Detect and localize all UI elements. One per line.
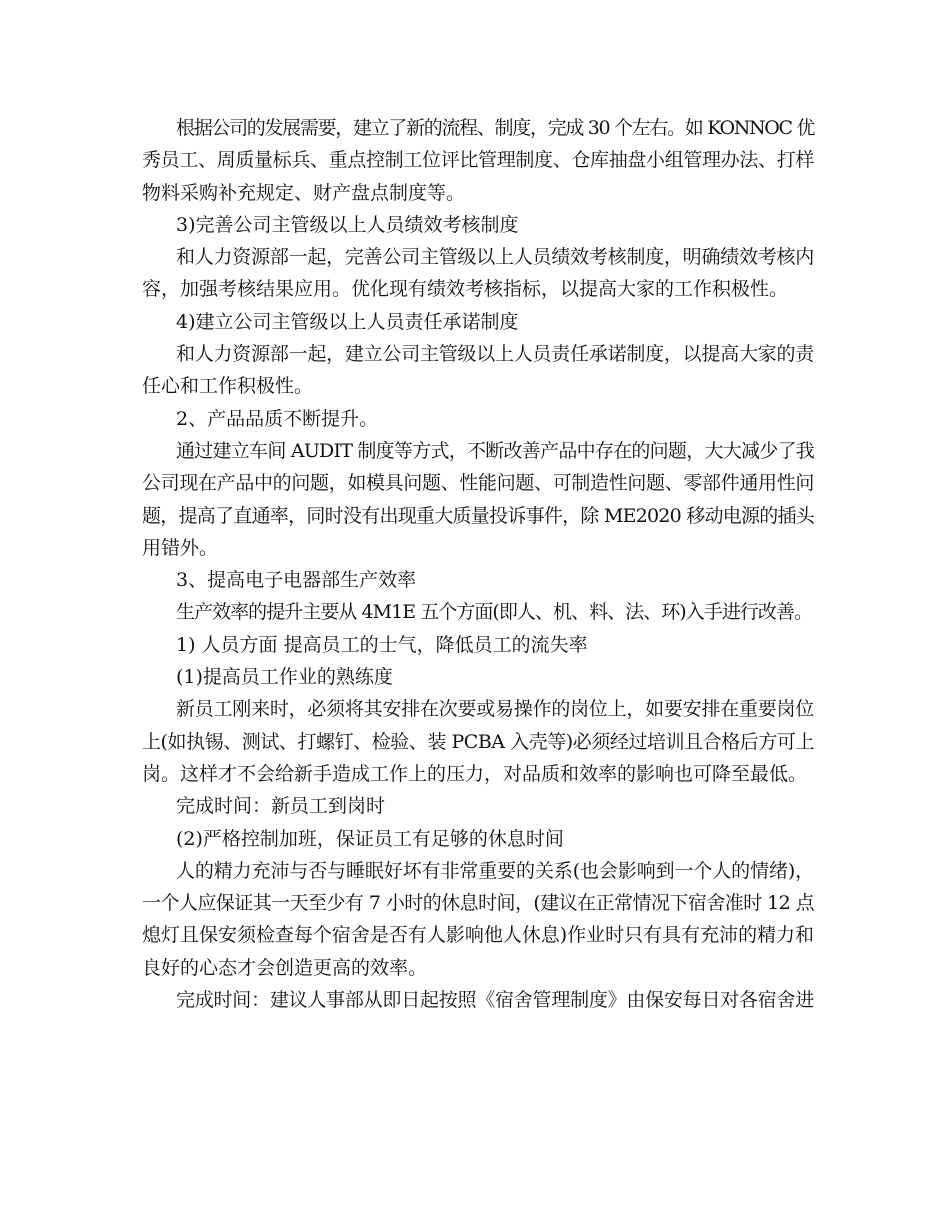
- paragraph-line: 人的精力充沛与否与睡眠好坏有非常重要的关系(也会影响到一个人的情绪)，: [176, 859, 814, 882]
- section-heading: (1)提高员工作业的熟练度: [176, 666, 393, 689]
- paragraph-line: 良好的心态才会创造更高的效率。: [142, 956, 428, 979]
- paragraph-line: 岗。这样才不会给新手造成工作上的压力，对品质和效率的影响也可降至最低。: [142, 762, 808, 785]
- section-heading: 4)建立公司主管级以上人员责任承诺制度: [176, 310, 519, 333]
- completion-time-line: 完成时间：新员工到岗时: [176, 795, 386, 818]
- paragraph-line: 新员工刚来时，必须将其安排在次要或易操作的岗位上，如要安排在重要岗位: [176, 698, 814, 721]
- paragraph-line: 上(如执锡、测试、打螺钉、检验、装 PCBA 入壳等)必须经过培训且合格后方可上: [142, 730, 814, 753]
- paragraph-line: 熄灯且保安须检查每个宿舍是否有人影响他人休息)作业时只有具有充沛的精力和: [142, 924, 814, 947]
- paragraph-line: 题，提高了直通率，同时没有出现重大质量投诉事件，除 ME2020 移动电源的插头: [142, 504, 814, 527]
- section-heading: 3、提高电子电器部生产效率: [176, 569, 417, 592]
- paragraph-line: 公司现在产品中的问题，如模具问题、性能问题、可制造性问题、零部件通用性问: [142, 472, 814, 495]
- paragraph-line: 和人力资源部一起，完善公司主管级以上人员绩效考核制度，明确绩效考核内: [176, 246, 814, 269]
- paragraph-line: 用错外。: [142, 536, 219, 559]
- paragraph-line: 秀员工、周质量标兵、重点控制工位评比管理制度、仓库抽盘小组管理办法、打样: [142, 149, 814, 172]
- paragraph-line: 通过建立车间 AUDIT 制度等方式，不断改善产品中存在的问题，大大减少了我: [176, 439, 814, 462]
- paragraph-line: 和人力资源部一起，建立公司主管级以上人员责任承诺制度，以提高大家的责: [176, 343, 814, 366]
- paragraph-line: 生产效率的提升主要从 4M1E 五个方面(即人、机、料、法、环)入手进行改善。: [176, 601, 813, 624]
- paragraph-line: 任心和工作积极性。: [142, 375, 314, 398]
- paragraph-line: 物料采购补充规定、财产盘点制度等。: [142, 181, 466, 204]
- section-heading: 2、产品品质不断提升。: [176, 407, 379, 430]
- paragraph-line: 容，加强考核结果应用。优化现有绩效考核指标，以提高大家的工作积极性。: [142, 278, 789, 301]
- completion-time-line: 完成时间：建议人事部从即日起按照《宿舍管理制度》由保安每日对各宿舍进: [176, 989, 814, 1012]
- section-heading: 3)完善公司主管级以上人员绩效考核制度: [176, 213, 519, 236]
- document-body: [142, 112, 814, 1016]
- paragraph-line: 一个人应保证其一天至少有 7 小时的休息时间，(建议在正常情况下宿舍准时 12 点: [142, 892, 814, 915]
- section-heading: (2)严格控制加班，保证员工有足够的休息时间: [176, 827, 564, 850]
- paragraph-line: 根据公司的发展需要，建立了新的流程、制度，完成 30 个左右。如 KONNOC 优: [176, 117, 814, 139]
- section-heading: 1) 人员方面 提高员工的士气，降低员工的流失率: [176, 633, 588, 656]
